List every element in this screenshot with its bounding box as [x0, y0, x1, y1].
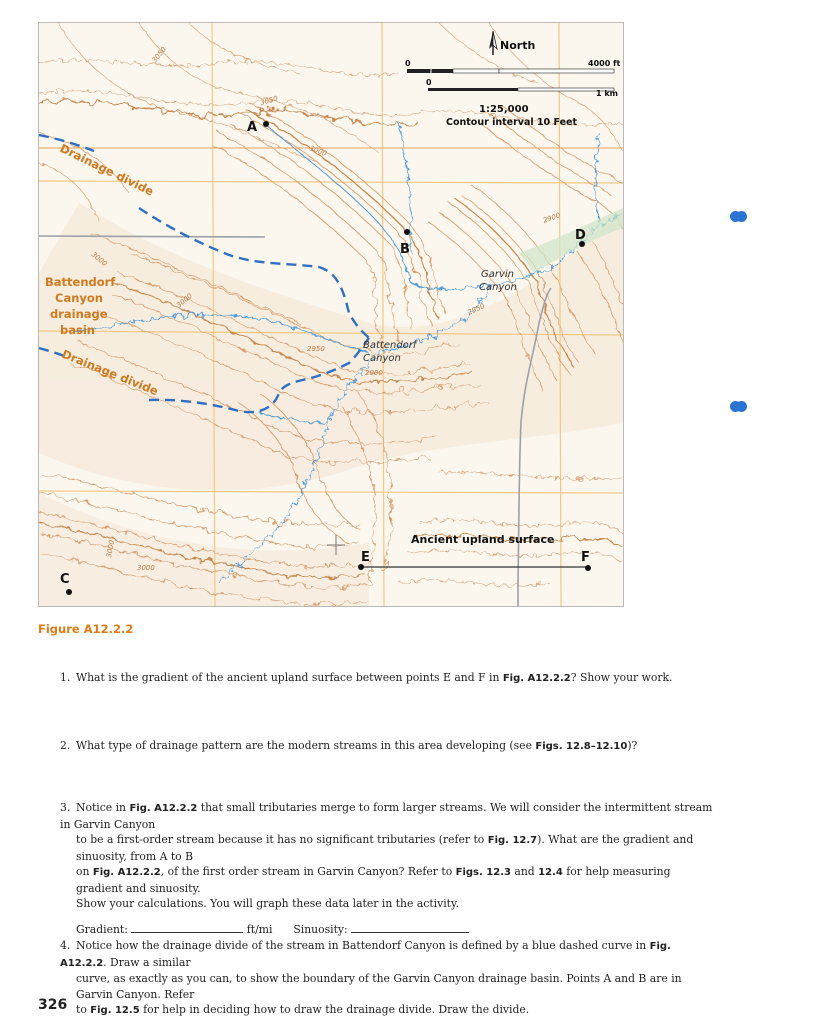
question-text: Notice in: [76, 801, 130, 814]
sinuosity-answer-field[interactable]: [351, 921, 469, 933]
figure-reference: Figs. 12.3: [455, 867, 511, 878]
point-b-label: B: [400, 242, 410, 257]
question-text: that small tributaries merge to form larger streams. We will consider the intermittent stream in Garvin Canyon: [60, 801, 713, 831]
scale-bar: [407, 69, 614, 91]
elevation-label: 3000: [137, 564, 155, 572]
question-4: [60, 938, 720, 1019]
basin-label-line4: basin: [60, 323, 95, 337]
question-2: [60, 738, 720, 755]
question-text: and: [510, 865, 539, 878]
scale-ft-label: 4000 ft: [588, 59, 621, 68]
question-text: What type of drainage pattern are the modern streams in this area developing (see: [76, 739, 536, 752]
garvin-canyon-label-1: Garvin: [481, 269, 515, 280]
elevation-label: 3000: [308, 144, 328, 158]
north-arrow-icon: [489, 31, 497, 55]
battendorf-canyon-label-2: Canyon: [363, 353, 401, 364]
garvin-canyon-label-2: Canyon: [479, 282, 517, 293]
question-text: on: [76, 865, 93, 878]
elevation-label: 3050: [150, 45, 168, 65]
drainage-divide-label-bottom: Drainage divide: [59, 346, 161, 399]
question-text: curve, as exactly as you can, to show the boundary of the Garvin Canyon drainage basin. Points A and B are in Garvin Canyon. Refer: [76, 972, 682, 1001]
point-a-label: A: [247, 120, 258, 135]
point-c-label: C: [60, 572, 70, 587]
question-text: , of the first order stream in Garvin Canyon? Refer to: [160, 865, 456, 878]
gradient-unit: ft/mi: [246, 922, 273, 936]
drainage-divide-label-top: Drainage divide: [57, 141, 156, 199]
question-text: for help in deciding how to draw the drainage divide. Draw the divide.: [139, 1003, 530, 1016]
scale-km-label: 1 km: [596, 89, 619, 98]
figure-reference: Figs. 12.8–12.10: [535, 741, 628, 752]
scale-ratio: 1:25,000: [479, 104, 529, 115]
north-label: North: [500, 39, 536, 52]
figure-reference: Fig. A12.2.2: [92, 867, 161, 878]
figure-caption: Figure A12.2.2: [38, 622, 134, 636]
point-d-label: D: [575, 228, 586, 243]
point-e-label: E: [361, 550, 370, 565]
basin-label-line3: drainage: [50, 307, 108, 321]
question-text: ? Show your work.: [570, 671, 673, 684]
question-number: 1.: [60, 671, 71, 684]
basin-label-line1: Battendorf: [45, 275, 116, 289]
question-text: to: [76, 1003, 91, 1016]
question-number: 4.: [60, 939, 71, 952]
elevation-label: 2900: [541, 211, 562, 225]
gradient-answer-field[interactable]: [131, 921, 243, 933]
upland-label: Ancient upland surface: [411, 533, 555, 546]
point-f-label: F: [581, 550, 590, 565]
elevation-label: 3000: [89, 250, 109, 268]
topographic-map: [38, 22, 624, 607]
figure-reference: Fig. 12.7: [487, 835, 538, 846]
figure-reference: Fig. A12.2.2: [60, 941, 671, 969]
question-3: [60, 800, 720, 937]
question-text: for help measuring gradient and sinuosity.: [76, 865, 671, 895]
question-number: 3.: [60, 801, 71, 814]
sinuosity-label: Sinuosity:: [293, 922, 348, 936]
question-text: to be a first-order stream because it has no significant tributaries (refer to: [76, 833, 488, 846]
page-number: 326: [38, 997, 68, 1013]
question-1: [60, 670, 720, 687]
question-text: . Draw a similar: [103, 955, 191, 969]
map-graphics: [39, 23, 623, 606]
figure-reference: 12.4: [538, 867, 563, 878]
question-text: )?: [627, 739, 638, 752]
margin-link-icon[interactable]: [730, 211, 750, 223]
question-text: What is the gradient of the ancient upland surface between points E and F in: [76, 671, 503, 684]
scale-zero-km: 0: [426, 78, 432, 87]
battendorf-canyon-label-1: Battendorf: [363, 340, 417, 351]
elevation-label: 2900: [365, 369, 383, 377]
figure-reference: Fig. A12.2.2: [502, 673, 571, 684]
elevation-label: 2950: [466, 302, 487, 317]
question-number: 2.: [60, 739, 71, 752]
question-text: Show your calculations. You will graph these data later in the activity.: [76, 897, 460, 910]
contour-interval: Contour interval 10 Feet: [446, 117, 578, 128]
elevation-label: 3050: [259, 94, 279, 107]
figure-reference: Fig. A12.2.2: [129, 803, 198, 814]
gradient-label: Gradient:: [76, 922, 128, 936]
basin-label-line2: Canyon: [55, 291, 103, 305]
elevation-label: 3000: [175, 291, 194, 310]
margin-link-icon[interactable]: [730, 401, 750, 413]
elevation-label: 3000: [105, 539, 117, 559]
scale-zero-ft: 0: [405, 59, 411, 68]
question-text: Notice how the drainage divide of the stream in Battendorf Canyon is defined by a blue dashed curve in: [76, 939, 650, 952]
question-text: ). What are the gradient and sinuosity, from A to B: [76, 833, 694, 863]
elevation-label: 2950: [307, 345, 325, 353]
figure-reference: Fig. 12.5: [90, 1005, 140, 1016]
